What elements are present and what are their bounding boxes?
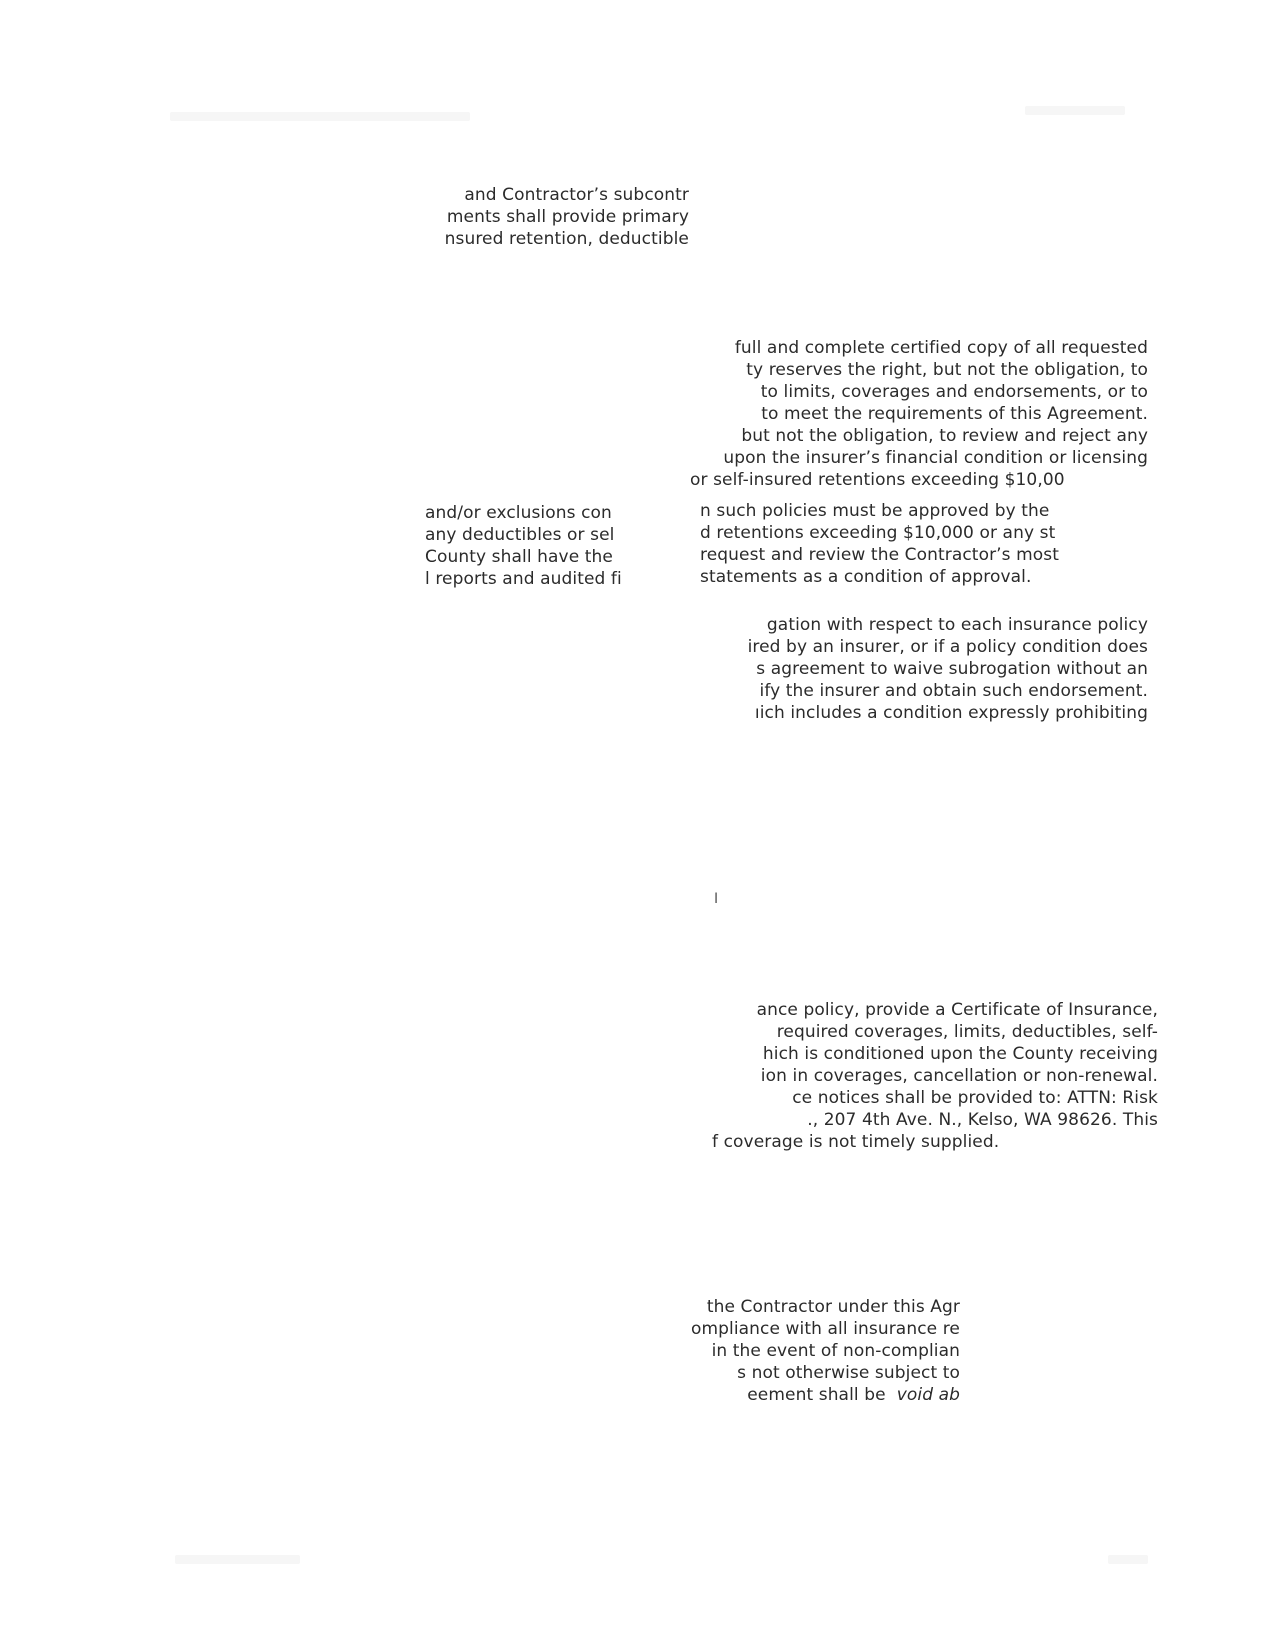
- text-line: d retentions exceeding $10,000 or any st: [700, 523, 1056, 543]
- text-line: l reports and audited fi: [425, 569, 622, 589]
- text-line: nsured retention, deductible: [444, 229, 689, 249]
- faded-footer-left: [175, 1555, 300, 1564]
- text-line: to meet the requirements of this Agreement.: [761, 404, 1148, 424]
- text-line: and/or exclusions con: [425, 503, 612, 523]
- text-line: statements as a condition of approval.: [700, 567, 1032, 587]
- text-line: ments shall provide primary: [446, 207, 689, 227]
- text-line: ired by an insurer, or if a policy condition does: [747, 637, 1148, 657]
- text-line: ıich includes a condition expressly prohibiting: [754, 703, 1148, 723]
- text-line: request and review the Contractor’s most: [700, 545, 1060, 565]
- text-line: the Contractor under this Agr: [706, 1297, 960, 1317]
- stray-mark: I: [714, 891, 719, 907]
- text-fragment-6: [712, 999, 1158, 1153]
- italic-text: void ab: [896, 1385, 960, 1405]
- text-line: gation with respect to each insurance policy: [766, 615, 1148, 635]
- text-line: ion in coverages, cancellation or non-renewal.: [760, 1066, 1158, 1086]
- text-line: County shall have the: [425, 547, 613, 567]
- text-line: any deductibles or sel: [425, 525, 615, 545]
- text-line: ance policy, provide a Certificate of Insurance,: [756, 1000, 1158, 1020]
- text-line: and Contractor’s subcontr: [464, 185, 689, 205]
- text-fragment-3: [425, 502, 635, 590]
- text-line-with-italic: [670, 1384, 960, 1406]
- text-line: hich is conditioned upon the County receiving: [762, 1044, 1158, 1064]
- text-line: f coverage is not timely supplied.: [712, 1132, 1000, 1152]
- text-line: ify the insurer and obtain such endorsement.: [759, 681, 1148, 701]
- text-line-plain: eement shall be: [747, 1385, 886, 1405]
- text-line: or self-insured retentions exceeding $10,00: [690, 470, 1065, 490]
- text-fragment-2: [690, 337, 1148, 491]
- text-line: s agreement to waive subrogation without an: [756, 659, 1148, 679]
- faded-header-left: [170, 112, 470, 121]
- faded-header-right: [1025, 106, 1125, 115]
- text-line: upon the insurer’s financial condition or licensing: [723, 448, 1148, 468]
- text-line: in the event of non-complian: [711, 1341, 960, 1361]
- text-line: ompliance with all insurance re: [690, 1319, 960, 1339]
- text-line: s not otherwise subject to: [737, 1363, 960, 1383]
- text-line: ty reserves the right, but not the obligation, to: [746, 360, 1148, 380]
- text-fragment-4: [700, 500, 1100, 588]
- text-line: but not the obligation, to review and reject any: [741, 426, 1148, 446]
- text-line: full and complete certified copy of all requested: [734, 338, 1148, 358]
- text-line: n such policies must be approved by the: [700, 501, 1050, 521]
- text-fragment-1: [420, 184, 689, 250]
- text-line: ce notices shall be provided to: ATTN: Risk: [792, 1088, 1158, 1108]
- faded-footer-right: [1108, 1555, 1148, 1564]
- text-fragment-7: [670, 1296, 960, 1406]
- text-line: to limits, coverages and endorsements, or to: [760, 382, 1148, 402]
- text-fragment-5: [712, 614, 1148, 724]
- text-line: required coverages, limits, deductibles, self-: [776, 1022, 1158, 1042]
- text-line: ., 207 4th Ave. N., Kelso, WA 98626. This: [807, 1110, 1158, 1130]
